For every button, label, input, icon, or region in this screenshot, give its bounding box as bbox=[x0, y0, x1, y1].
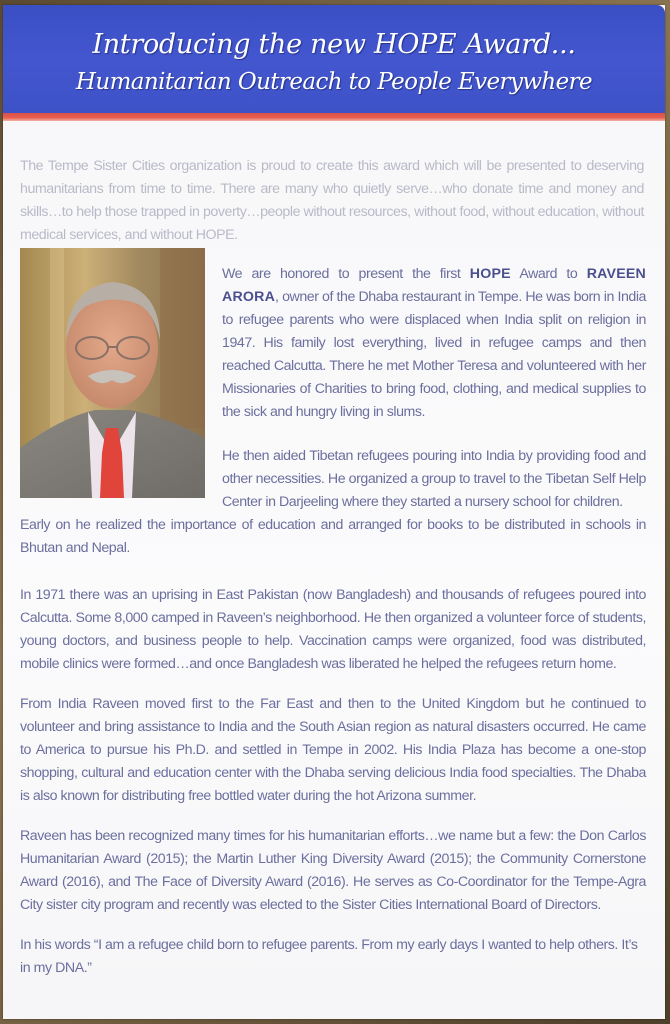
recipient-name: RAVEEN ARORA bbox=[222, 266, 646, 306]
banner-title-line2: Humanitarian Outreach to People Everywhere bbox=[75, 69, 593, 95]
award-announcement-paragraph bbox=[222, 263, 646, 424]
title-banner bbox=[3, 5, 665, 113]
p1-text-mid: Award to bbox=[510, 266, 587, 283]
recognition-paragraph: Raveen has been recognized many times for his humanitarian efforts…we name but a few: the Don Carlos Humanitarian Award (2015); the Martin Luther King Diversity Award (2015); the Community Cornerstone Award (2016), and The Face of Diversity Award (2016). He serves as Co-Coordinator for the Tempe-Agra City sister city program and recently was elected to the Sister Cities International Board of Directors. bbox=[20, 828, 646, 914]
red-accent-stripe bbox=[3, 113, 665, 121]
hope-emphasis: HOPE bbox=[469, 266, 511, 283]
banner-title-line1: Introducing the new HOPE Award... bbox=[92, 29, 576, 60]
tibetan-refugees-paragraph: He then aided Tibetan refugees pouring into India by providing food and other necessities. He organized a group to travel to the Tibetan Self Help Center in Darjeeling where they started a nursery school for children. bbox=[222, 448, 646, 511]
portrait-illustration bbox=[20, 248, 205, 498]
p1-text-end: , owner of the Dhaba restaurant in Tempe. He was born in India to refugee parents who were displaced when India split on religion in 1947. His family lost everything, lived in refugee camps and then reached Calcutta. There he met Mother Teresa and volunteered with her Missionaries of Charities to bring food, clothing, and medical supplies to the sick and hungry living in slums. bbox=[222, 289, 646, 421]
p1-text-start: We are honored to present the first bbox=[222, 266, 470, 283]
portrait-photo bbox=[20, 248, 205, 498]
career-paragraph: From India Raveen moved first to the Far East and then to the United Kingdom but he continued to volunteer and bring assistance to India and the South Asian region as natural disasters occurred. He came to America to pursue his Ph.D. and settled in Tempe in 2002. His India Plaza has become a one-stop shopping, cultural and education center with the Dhaba serving delicious India food specialties. The Dhaba is also known for distributing free bottled water during the hot Arizona summer. bbox=[20, 696, 646, 805]
award-card bbox=[3, 5, 665, 1019]
quote-paragraph: In his words “I am a refugee child born to refugee parents. From my early days I wanted to help others. It’s in my DNA.” bbox=[20, 937, 638, 977]
education-paragraph: Early on he realized the importance of education and arranged for books to be distributed in schools in Bhutan and Nepal. bbox=[20, 517, 646, 557]
intro-paragraph: The Tempe Sister Cities organization is proud to create this award which will be presented to deserving humanitarians from time to time. There are many who quietly serve…who donate time and money and skills…to help those trapped in poverty…people without resources, without food, without education, without medical services, and without HOPE. bbox=[20, 158, 644, 244]
bangladesh-paragraph: In 1971 there was an uprising in East Pakistan (now Bangladesh) and thousands of refugees poured into Calcutta. Some 8,000 camped in Raveen’s neighborhood. He then organized a volunteer force of students, young doctors, and business people to help. Vaccination camps were organized, food was distributed, mobile clinics were formed…and once Bangladesh was liberated he helped the refugees return home. bbox=[20, 587, 646, 673]
